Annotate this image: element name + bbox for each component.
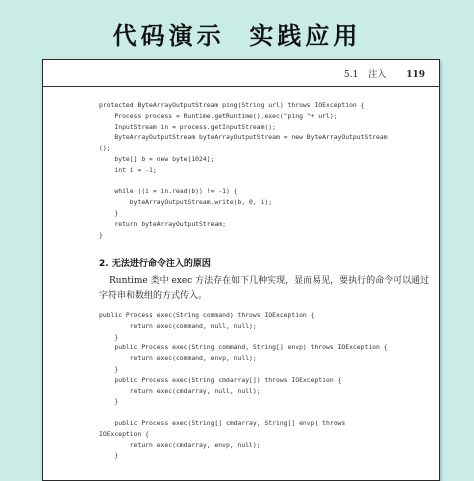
code-line: InputStream in = process.getInputStream(); bbox=[99, 122, 276, 131]
code-line: int i = -1; bbox=[99, 165, 157, 174]
code-line: ByteArrayOutputStream byteArrayOutputStream = new ByteArrayOutputStream bbox=[99, 133, 388, 142]
running-head-chapter: 注入 bbox=[368, 70, 387, 80]
code-block-exec bbox=[99, 310, 388, 461]
code-line: } bbox=[99, 364, 119, 373]
code-line: return exec(cmdarray, null, null); bbox=[99, 386, 261, 395]
code-line: IOException { bbox=[99, 429, 150, 438]
section-heading: 2. 无法进行命令注入的原因 bbox=[99, 259, 211, 269]
paragraph-line: 字符串和数组的方式传入。 bbox=[99, 291, 208, 301]
code-line: return exec(command, envp, null); bbox=[99, 354, 257, 363]
code-line: return byteArrayOutputStream; bbox=[99, 219, 226, 228]
banner-title: 代码演示 实践应用 bbox=[112, 22, 362, 50]
code-line: return exec(cmdarray, envp, null); bbox=[99, 440, 261, 449]
code-line: } bbox=[99, 451, 119, 460]
code-line: } bbox=[99, 208, 119, 217]
code-line: while ((i = in.read(b)) != -1) { bbox=[99, 187, 238, 196]
code-line: } bbox=[99, 332, 119, 341]
running-head bbox=[334, 67, 425, 80]
code-line bbox=[99, 407, 388, 418]
code-line: byteArrayOutputStream.write(b, 0, i); bbox=[99, 198, 273, 207]
code-line: return exec(command, null, null); bbox=[99, 321, 257, 330]
code-line: public Process exec(String command, String[] envp) throws IOException { bbox=[99, 343, 388, 352]
running-head-section: 5.1 bbox=[343, 70, 359, 80]
code-line bbox=[99, 176, 388, 187]
code-line: public Process exec(String[] cmdarray, String[] envp) throws bbox=[99, 418, 346, 427]
code-line: public Process exec(String command) throws IOException { bbox=[99, 311, 315, 319]
code-line: Process process = Runtime.getRuntime().exec("ping "+ url); bbox=[99, 111, 338, 120]
code-line: protected ByteArrayOutputStream ping(String url) throws IOException { bbox=[99, 101, 365, 109]
code-line: } bbox=[99, 230, 103, 239]
body-paragraph bbox=[99, 274, 429, 304]
code-line: byte[] b = new byte[1024]; bbox=[99, 154, 215, 163]
book-page bbox=[42, 59, 440, 481]
header-rule bbox=[43, 86, 439, 87]
code-line: } bbox=[99, 397, 119, 406]
paragraph-line: Runtime 类中 exec 方法存在如下几种实现，显而易见，要执行的命令可以通过 bbox=[109, 276, 430, 286]
code-line: public Process exec(String cmdarray[]) throws IOException { bbox=[99, 375, 342, 384]
code-block-ping bbox=[99, 100, 388, 240]
code-line: (); bbox=[99, 144, 111, 153]
page-number: 119 bbox=[406, 70, 425, 80]
